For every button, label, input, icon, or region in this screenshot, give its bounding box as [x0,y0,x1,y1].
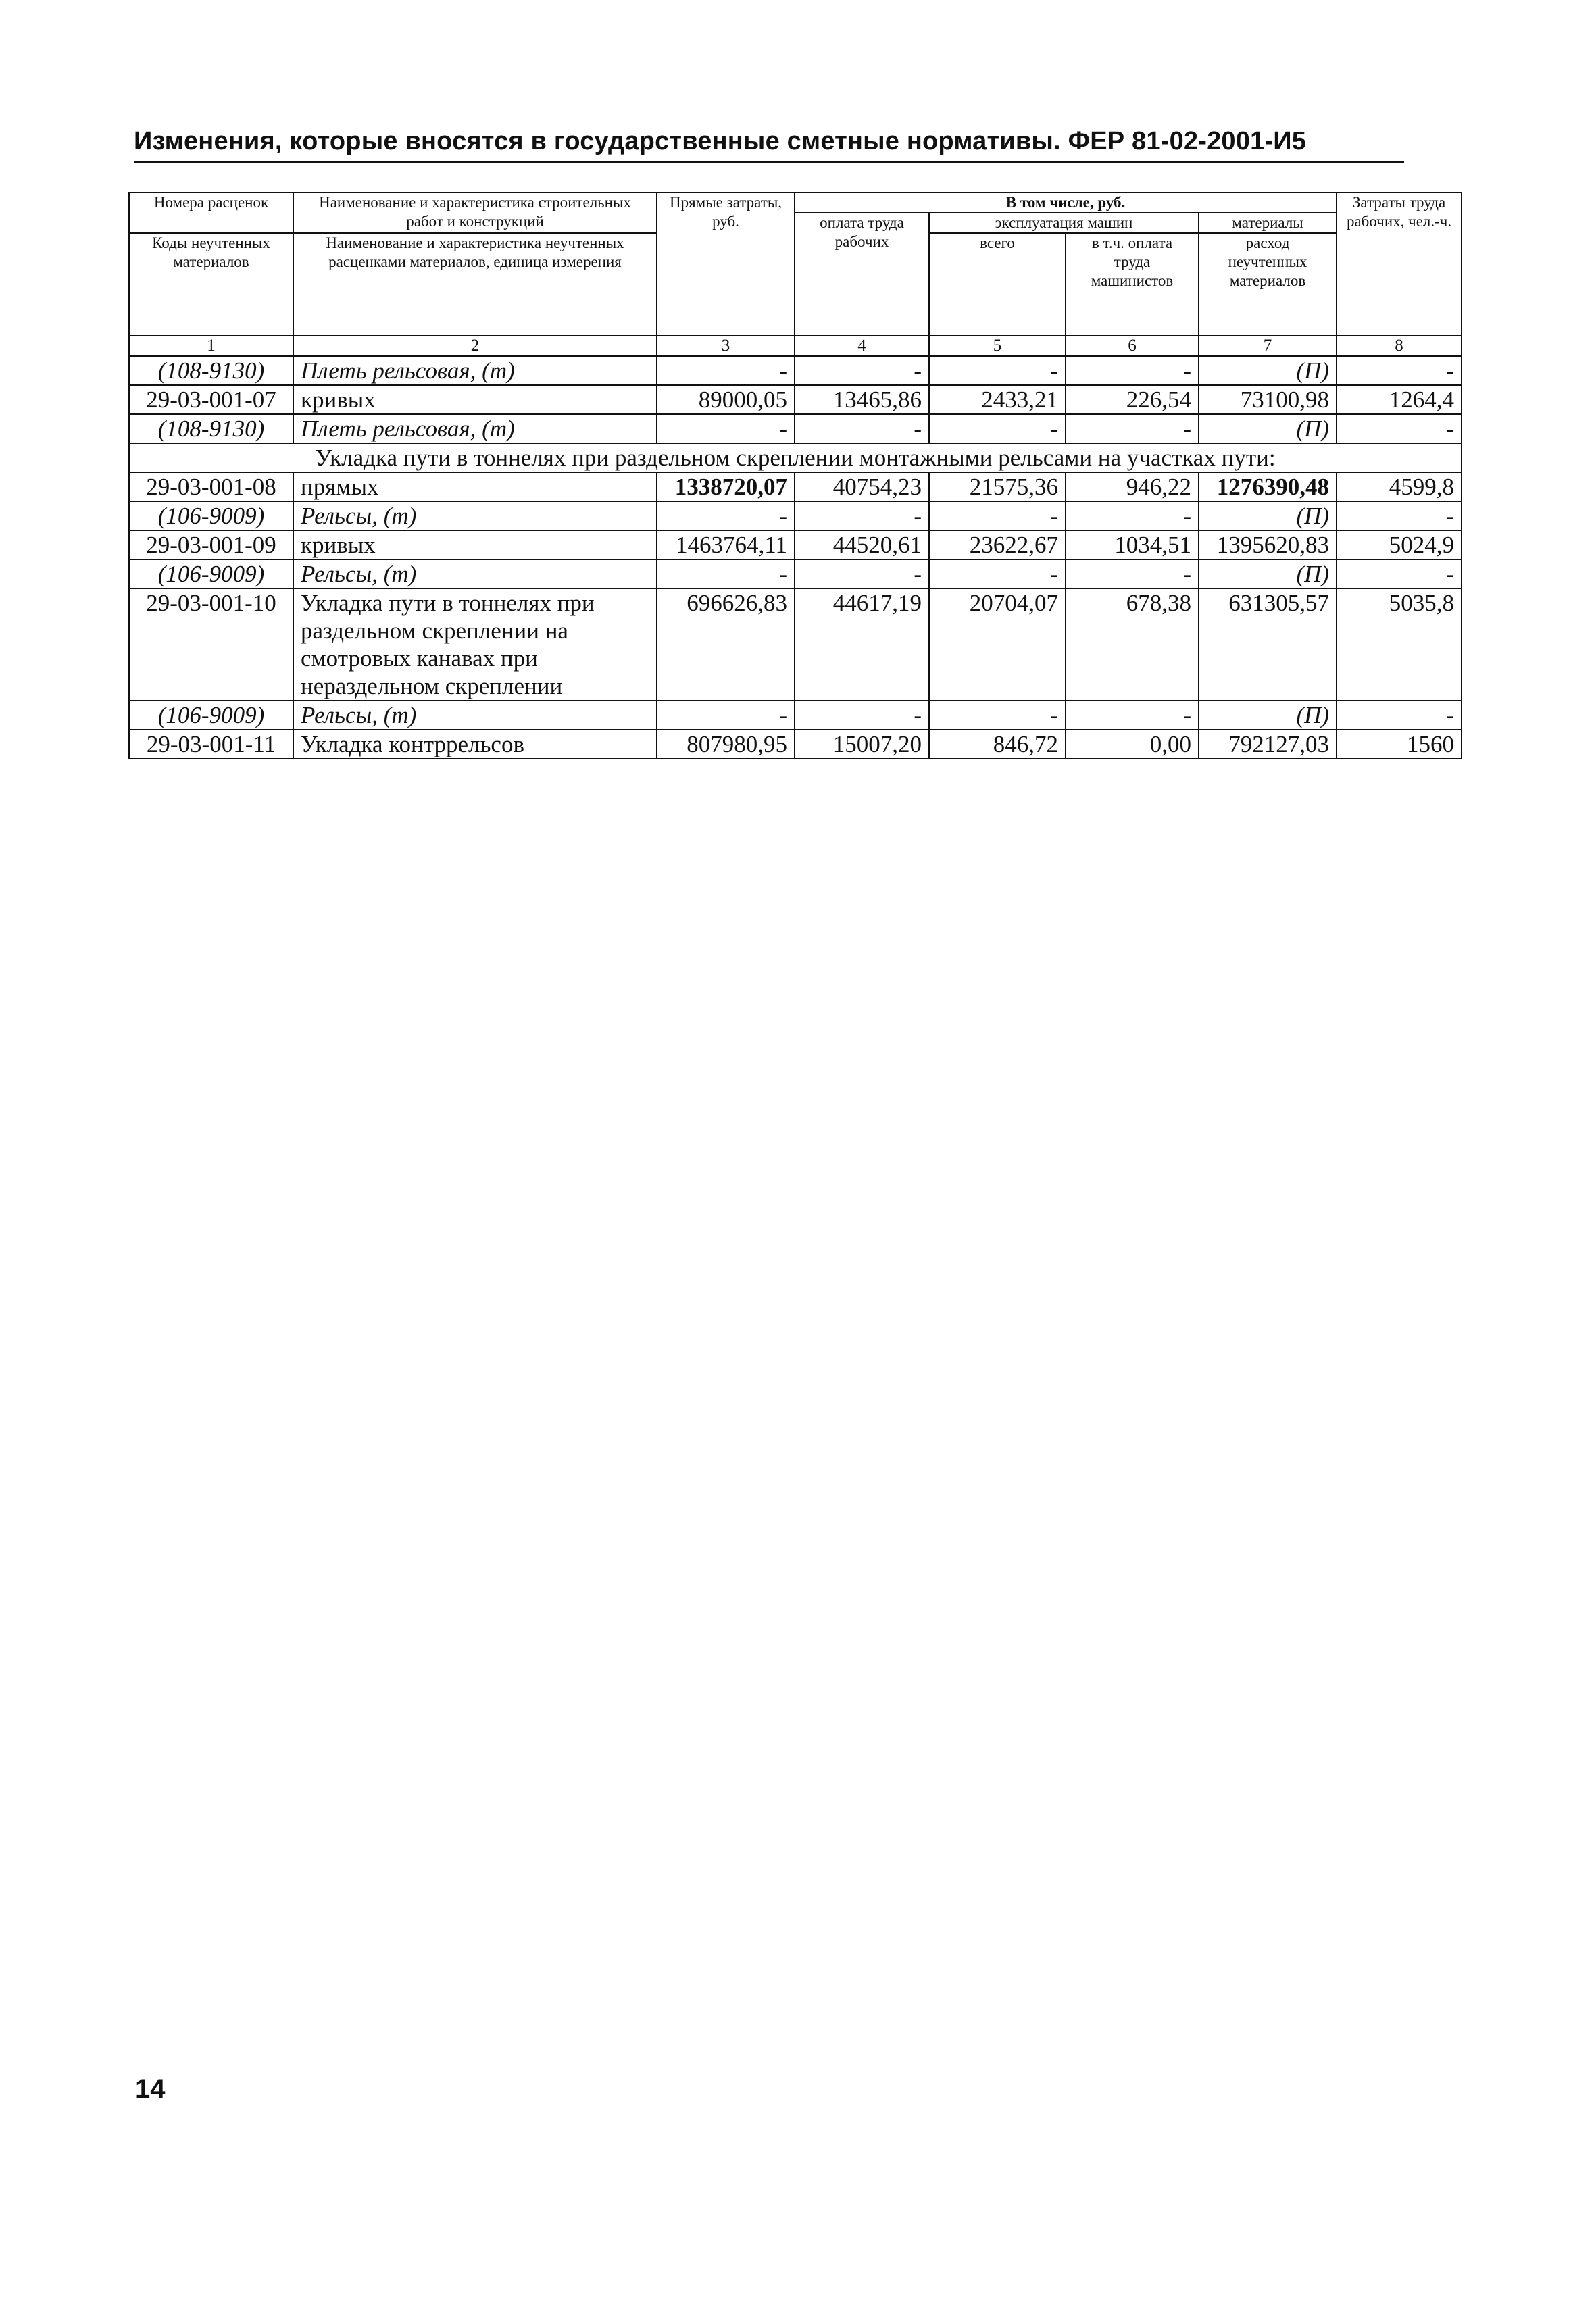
work-name: кривых [293,385,657,414]
table-row [129,730,1462,759]
machinist-pay-cell: - [1066,501,1199,530]
materials-cell: 1395620,83 [1199,530,1337,559]
machine-total-cell: - [929,501,1066,530]
materials-cell: (П) [1199,414,1337,443]
direct-cost-cell: - [657,501,795,530]
materials-cell: (П) [1199,559,1337,588]
direct-cost-cell: - [657,559,795,588]
machine-total-cell: 23622,67 [929,530,1066,559]
header-labor-hours: Затраты труда рабочих, чел.-ч. [1337,193,1462,336]
material-code: (108-9130) [129,356,293,385]
machine-total-cell: - [929,414,1066,443]
materials-cell: 792127,03 [1199,730,1337,759]
materials-cell: 1276390,48 [1199,472,1337,501]
table-row [129,588,1462,701]
col-number: 7 [1199,336,1337,356]
table-row [129,701,1462,730]
labor-pay-cell: 40754,23 [795,472,929,501]
materials-cell: (П) [1199,701,1337,730]
machinist-pay-cell: - [1066,356,1199,385]
col-number: 5 [929,336,1066,356]
labor-hours-cell: - [1337,701,1462,730]
col-number: 6 [1066,336,1199,356]
machinist-pay-cell: - [1066,559,1199,588]
header-machine-total: всего [929,233,1066,336]
labor-pay-cell: - [795,414,929,443]
labor-hours-cell: 5035,8 [1337,588,1462,701]
document-header: Изменения, которые вносятся в государственные сметные нормативы. ФЕР 81-02-2001-И5 [134,127,1307,155]
materials-cell: (П) [1199,356,1337,385]
header-including: В том числе, руб. [795,193,1337,213]
table-row [129,356,1462,385]
header-material-codes: Коды неучтенных материалов [129,233,293,336]
machinist-pay-cell: 946,22 [1066,472,1199,501]
table-row [129,559,1462,588]
header-rate-numbers: Номера расценок [129,193,293,233]
machine-total-cell: - [929,559,1066,588]
machine-total-cell: 846,72 [929,730,1066,759]
section-title: Укладка пути в тоннелях при раздельном скреплении монтажными рельсами на участках пути: [129,443,1462,472]
materials-cell: 631305,57 [1199,588,1337,701]
labor-pay-cell: - [795,356,929,385]
labor-pay-cell: 13465,86 [795,385,929,414]
machinist-pay-cell: 226,54 [1066,385,1199,414]
section-row [129,443,1462,472]
labor-pay-cell: 44520,61 [795,530,929,559]
header-material-name: Наименование и характеристика неучтенных расценками материалов, единица измерения [293,233,657,336]
direct-cost-cell: - [657,414,795,443]
material-code: (106-9009) [129,501,293,530]
direct-cost-cell: 89000,05 [657,385,795,414]
materials-cell: 73100,98 [1199,385,1337,414]
table-row [129,530,1462,559]
machine-total-cell: 21575,36 [929,472,1066,501]
rate-code: 29-03-001-11 [129,730,293,759]
header-rule [134,161,1404,163]
direct-cost-cell: 1338720,07 [657,472,795,501]
labor-hours-cell: - [1337,559,1462,588]
direct-cost-cell: 696626,83 [657,588,795,701]
labor-pay-cell: 44617,19 [795,588,929,701]
material-name: Рельсы, (т) [293,559,657,588]
labor-hours-cell: 1560 [1337,730,1462,759]
materials-cell: (П) [1199,501,1337,530]
work-name: кривых [293,530,657,559]
machinist-pay-cell: - [1066,414,1199,443]
machinist-pay-cell: 678,38 [1066,588,1199,701]
norms-table [128,192,1462,759]
rate-code: 29-03-001-08 [129,472,293,501]
material-code: (106-9009) [129,701,293,730]
col-number: 1 [129,336,293,356]
machine-total-cell: - [929,701,1066,730]
machine-total-cell: 20704,07 [929,588,1066,701]
col-number: 4 [795,336,929,356]
machinist-pay-cell: 0,00 [1066,730,1199,759]
machinist-pay-cell: - [1066,701,1199,730]
rate-code: 29-03-001-09 [129,530,293,559]
table-row [129,414,1462,443]
page-number: 14 [135,2074,166,2104]
labor-hours-cell: - [1337,414,1462,443]
header-machinist-pay: в т.ч. оплата труда машинистов [1066,233,1199,336]
header-worker-pay: оплата труда рабочих [795,213,929,336]
header-machine-operation: эксплуатация машин [929,213,1199,233]
labor-hours-cell: 1264,4 [1337,385,1462,414]
labor-pay-cell: - [795,701,929,730]
machinist-pay-cell: 1034,51 [1066,530,1199,559]
labor-pay-cell: - [795,501,929,530]
header-direct-costs: Прямые затраты, руб. [657,193,795,336]
direct-cost-cell: - [657,701,795,730]
machine-total-cell: 2433,21 [929,385,1066,414]
labor-hours-cell: 5024,9 [1337,530,1462,559]
col-number: 2 [293,336,657,356]
table-row [129,385,1462,414]
header-work-name: Наименование и характеристика строительных работ и конструкций [293,193,657,233]
material-name: Рельсы, (т) [293,701,657,730]
header-materials: материалы [1199,213,1337,233]
labor-hours-cell: 4599,8 [1337,472,1462,501]
work-name: Укладка контррельсов [293,730,657,759]
material-name: Плеть рельсовая, (т) [293,414,657,443]
material-name: Рельсы, (т) [293,501,657,530]
labor-hours-cell: - [1337,501,1462,530]
rate-code: 29-03-001-10 [129,588,293,701]
machine-total-cell: - [929,356,1066,385]
direct-cost-cell: 1463764,11 [657,530,795,559]
labor-hours-cell: - [1337,356,1462,385]
material-code: (108-9130) [129,414,293,443]
table-row [129,501,1462,530]
rate-code: 29-03-001-07 [129,385,293,414]
direct-cost-cell: 807980,95 [657,730,795,759]
labor-pay-cell: 15007,20 [795,730,929,759]
table-row [129,472,1462,501]
col-number: 3 [657,336,795,356]
header-unaccounted-materials: расход неучтенных материалов [1199,233,1337,336]
work-name: Укладка пути в тоннелях при раздельном скреплении на смотровых канавах при нераздельном скреплении [293,588,657,701]
material-name: Плеть рельсовая, (т) [293,356,657,385]
labor-pay-cell: - [795,559,929,588]
col-number: 8 [1337,336,1462,356]
direct-cost-cell: - [657,356,795,385]
material-code: (106-9009) [129,559,293,588]
work-name: прямых [293,472,657,501]
